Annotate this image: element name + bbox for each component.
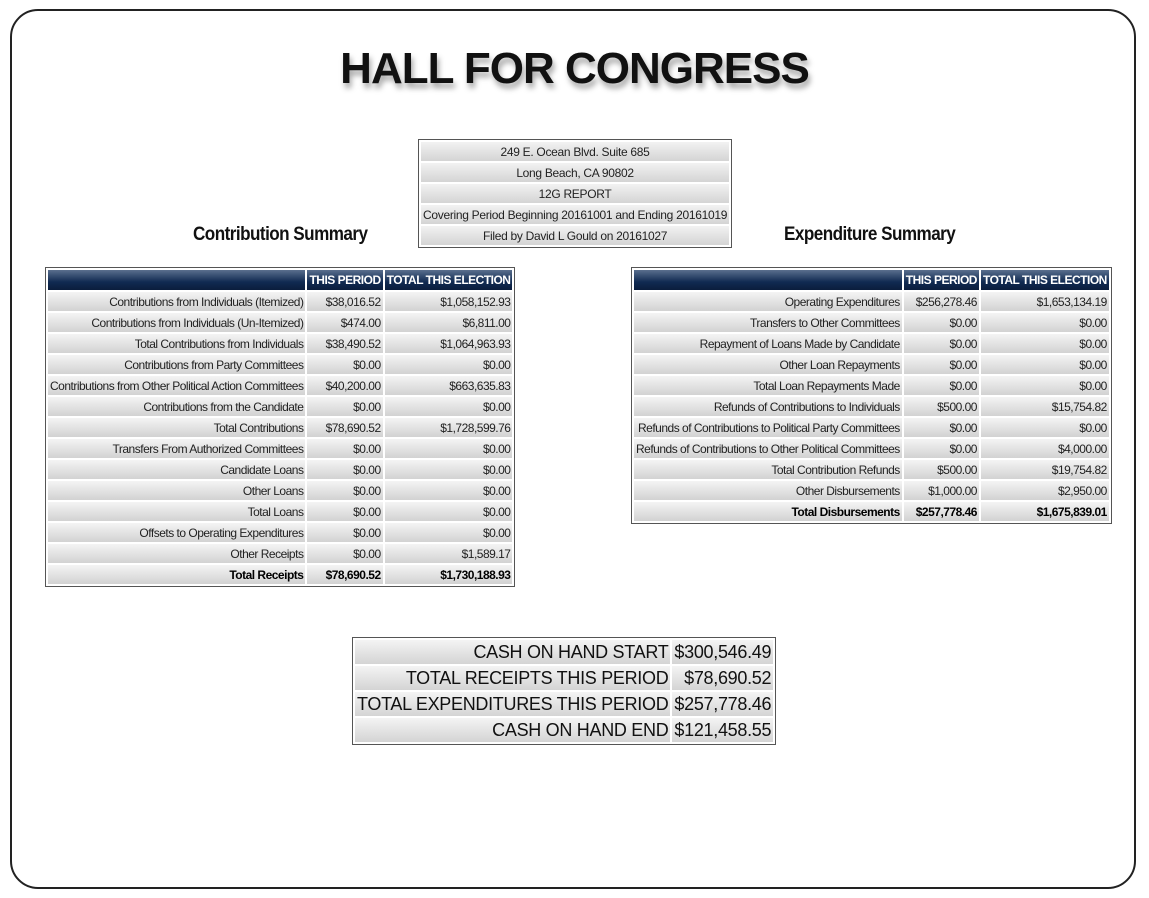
header-blank bbox=[634, 270, 902, 290]
row-this-period: $0.00 bbox=[307, 523, 382, 542]
table-row bbox=[634, 418, 1109, 437]
table-row bbox=[634, 355, 1109, 374]
row-this-period: $38,490.52 bbox=[307, 334, 382, 353]
row-total-this-election: $0.00 bbox=[981, 355, 1109, 374]
row-label: Total Contributions from Individuals bbox=[48, 334, 305, 353]
row-label: Contributions from Party Committees bbox=[48, 355, 305, 374]
row-total-this-election: $0.00 bbox=[385, 523, 513, 542]
cash-on-hand-table bbox=[352, 637, 776, 745]
table-row bbox=[48, 502, 512, 521]
info-covering-period: Covering Period Beginning 20161001 and Ending 20161019 bbox=[421, 205, 729, 224]
cash-value: $121,458.55 bbox=[672, 718, 773, 742]
header-this-period: THIS PERIOD bbox=[307, 270, 382, 290]
table-row bbox=[634, 334, 1109, 353]
cash-value: $78,690.52 bbox=[672, 666, 773, 690]
row-label: Transfers to Other Committees bbox=[634, 313, 902, 332]
row-label: Contributions from Other Political Action Committees bbox=[48, 376, 305, 395]
row-total-this-election: $0.00 bbox=[385, 439, 513, 458]
row-total-this-election: $663,635.83 bbox=[385, 376, 513, 395]
row-this-period: $0.00 bbox=[307, 481, 382, 500]
row-label: Total Loans bbox=[48, 502, 305, 521]
expenditure-summary-table bbox=[631, 267, 1112, 524]
info-filed-by: Filed by David L Gould on 20161027 bbox=[421, 226, 729, 245]
cash-label: TOTAL EXPENDITURES THIS PERIOD bbox=[355, 692, 670, 716]
row-this-period: $0.00 bbox=[904, 355, 979, 374]
row-this-period: $0.00 bbox=[307, 397, 382, 416]
row-label: Other Receipts bbox=[48, 544, 305, 563]
row-this-period: $38,016.52 bbox=[307, 292, 382, 311]
table-row bbox=[48, 334, 512, 353]
table-row bbox=[355, 640, 773, 664]
table-row bbox=[48, 397, 512, 416]
row-total-this-election: $1,058,152.93 bbox=[385, 292, 513, 311]
table-row bbox=[48, 376, 512, 395]
row-total-this-election: $2,950.00 bbox=[981, 481, 1109, 500]
contribution-summary-table bbox=[45, 267, 515, 587]
row-label: Refunds of Contributions to Other Political Committees bbox=[634, 439, 902, 458]
row-label: Refunds of Contributions to Individuals bbox=[634, 397, 902, 416]
row-label: Total Loan Repayments Made bbox=[634, 376, 902, 395]
cash-value: $257,778.46 bbox=[672, 692, 773, 716]
row-label: Total Contribution Refunds bbox=[634, 460, 902, 479]
row-total-this-election: $0.00 bbox=[385, 355, 513, 374]
table-row bbox=[634, 292, 1109, 311]
expenditure-summary-heading: Expenditure Summary bbox=[784, 224, 956, 245]
row-label: Transfers From Authorized Committees bbox=[48, 439, 305, 458]
table-row bbox=[48, 418, 512, 437]
cash-label: CASH ON HAND END bbox=[355, 718, 670, 742]
row-label: Refunds of Contributions to Political Party Committees bbox=[634, 418, 902, 437]
table-row bbox=[48, 544, 512, 563]
row-this-period: $474.00 bbox=[307, 313, 382, 332]
table-row bbox=[355, 692, 773, 716]
row-label: Contributions from Individuals (Itemized) bbox=[48, 292, 305, 311]
row-total-this-election: $19,754.82 bbox=[981, 460, 1109, 479]
committee-info-table bbox=[418, 139, 732, 248]
header-this-period: THIS PERIOD bbox=[904, 270, 979, 290]
table-row bbox=[634, 397, 1109, 416]
row-label: Total Disbursements bbox=[634, 502, 902, 521]
table-row bbox=[634, 460, 1109, 479]
table-row bbox=[634, 439, 1109, 458]
table-row bbox=[355, 718, 773, 742]
row-label: Other Loan Repayments bbox=[634, 355, 902, 374]
row-label: Contributions from the Candidate bbox=[48, 397, 305, 416]
table-row bbox=[48, 565, 512, 584]
row-this-period: $0.00 bbox=[904, 334, 979, 353]
row-label: Total Contributions bbox=[48, 418, 305, 437]
row-this-period: $40,200.00 bbox=[307, 376, 382, 395]
row-total-this-election: $4,000.00 bbox=[981, 439, 1109, 458]
row-this-period: $1,000.00 bbox=[904, 481, 979, 500]
info-address: 249 E. Ocean Blvd. Suite 685 bbox=[421, 142, 729, 161]
row-label: Other Disbursements bbox=[634, 481, 902, 500]
cash-label: CASH ON HAND START bbox=[355, 640, 670, 664]
contribution-summary-heading: Contribution Summary bbox=[193, 224, 368, 245]
row-total-this-election: $1,675,839.01 bbox=[981, 502, 1109, 521]
info-report-type: 12G REPORT bbox=[421, 184, 729, 203]
row-this-period: $500.00 bbox=[904, 397, 979, 416]
header-blank bbox=[48, 270, 305, 290]
row-this-period: $0.00 bbox=[307, 460, 382, 479]
row-total-this-election: $15,754.82 bbox=[981, 397, 1109, 416]
row-this-period: $78,690.52 bbox=[307, 565, 382, 584]
row-total-this-election: $0.00 bbox=[385, 502, 513, 521]
row-total-this-election: $0.00 bbox=[385, 397, 513, 416]
table-row bbox=[634, 481, 1109, 500]
info-city: Long Beach, CA 90802 bbox=[421, 163, 729, 182]
row-this-period: $0.00 bbox=[307, 439, 382, 458]
cash-label: TOTAL RECEIPTS THIS PERIOD bbox=[355, 666, 670, 690]
row-total-this-election: $1,589.17 bbox=[385, 544, 513, 563]
row-label: Operating Expenditures bbox=[634, 292, 902, 311]
row-total-this-election: $1,064,963.93 bbox=[385, 334, 513, 353]
table-row bbox=[48, 460, 512, 479]
row-this-period: $78,690.52 bbox=[307, 418, 382, 437]
table-row bbox=[355, 666, 773, 690]
row-this-period: $0.00 bbox=[307, 502, 382, 521]
row-this-period: $0.00 bbox=[904, 418, 979, 437]
row-total-this-election: $0.00 bbox=[981, 376, 1109, 395]
row-this-period: $0.00 bbox=[307, 544, 382, 563]
table-row bbox=[634, 376, 1109, 395]
row-total-this-election: $6,811.00 bbox=[385, 313, 513, 332]
table-row bbox=[48, 313, 512, 332]
row-this-period: $0.00 bbox=[904, 313, 979, 332]
table-row bbox=[48, 523, 512, 542]
row-total-this-election: $0.00 bbox=[385, 481, 513, 500]
row-total-this-election: $0.00 bbox=[981, 334, 1109, 353]
row-label: Total Receipts bbox=[48, 565, 305, 584]
table-row bbox=[634, 502, 1109, 521]
row-total-this-election: $1,653,134.19 bbox=[981, 292, 1109, 311]
page-title: HALL FOR CONGRESS bbox=[340, 44, 809, 93]
table-row bbox=[48, 481, 512, 500]
header-total-this-election: TOTAL THIS ELECTION bbox=[385, 270, 513, 290]
row-this-period: $256,278.46 bbox=[904, 292, 979, 311]
row-total-this-election: $0.00 bbox=[981, 313, 1109, 332]
row-this-period: $257,778.46 bbox=[904, 502, 979, 521]
row-total-this-election: $1,730,188.93 bbox=[385, 565, 513, 584]
table-row bbox=[634, 313, 1109, 332]
row-label: Contributions from Individuals (Un-Itemized) bbox=[48, 313, 305, 332]
row-total-this-election: $0.00 bbox=[385, 460, 513, 479]
row-this-period: $0.00 bbox=[307, 355, 382, 374]
row-this-period: $0.00 bbox=[904, 439, 979, 458]
cash-value: $300,546.49 bbox=[672, 640, 773, 664]
row-label: Offsets to Operating Expenditures bbox=[48, 523, 305, 542]
row-total-this-election: $0.00 bbox=[981, 418, 1109, 437]
row-this-period: $500.00 bbox=[904, 460, 979, 479]
header-total-this-election: TOTAL THIS ELECTION bbox=[981, 270, 1109, 290]
table-row bbox=[48, 439, 512, 458]
row-total-this-election: $1,728,599.76 bbox=[385, 418, 513, 437]
row-label: Candidate Loans bbox=[48, 460, 305, 479]
row-this-period: $0.00 bbox=[904, 376, 979, 395]
table-row bbox=[48, 355, 512, 374]
row-label: Repayment of Loans Made by Candidate bbox=[634, 334, 902, 353]
table-row bbox=[48, 292, 512, 311]
row-label: Other Loans bbox=[48, 481, 305, 500]
